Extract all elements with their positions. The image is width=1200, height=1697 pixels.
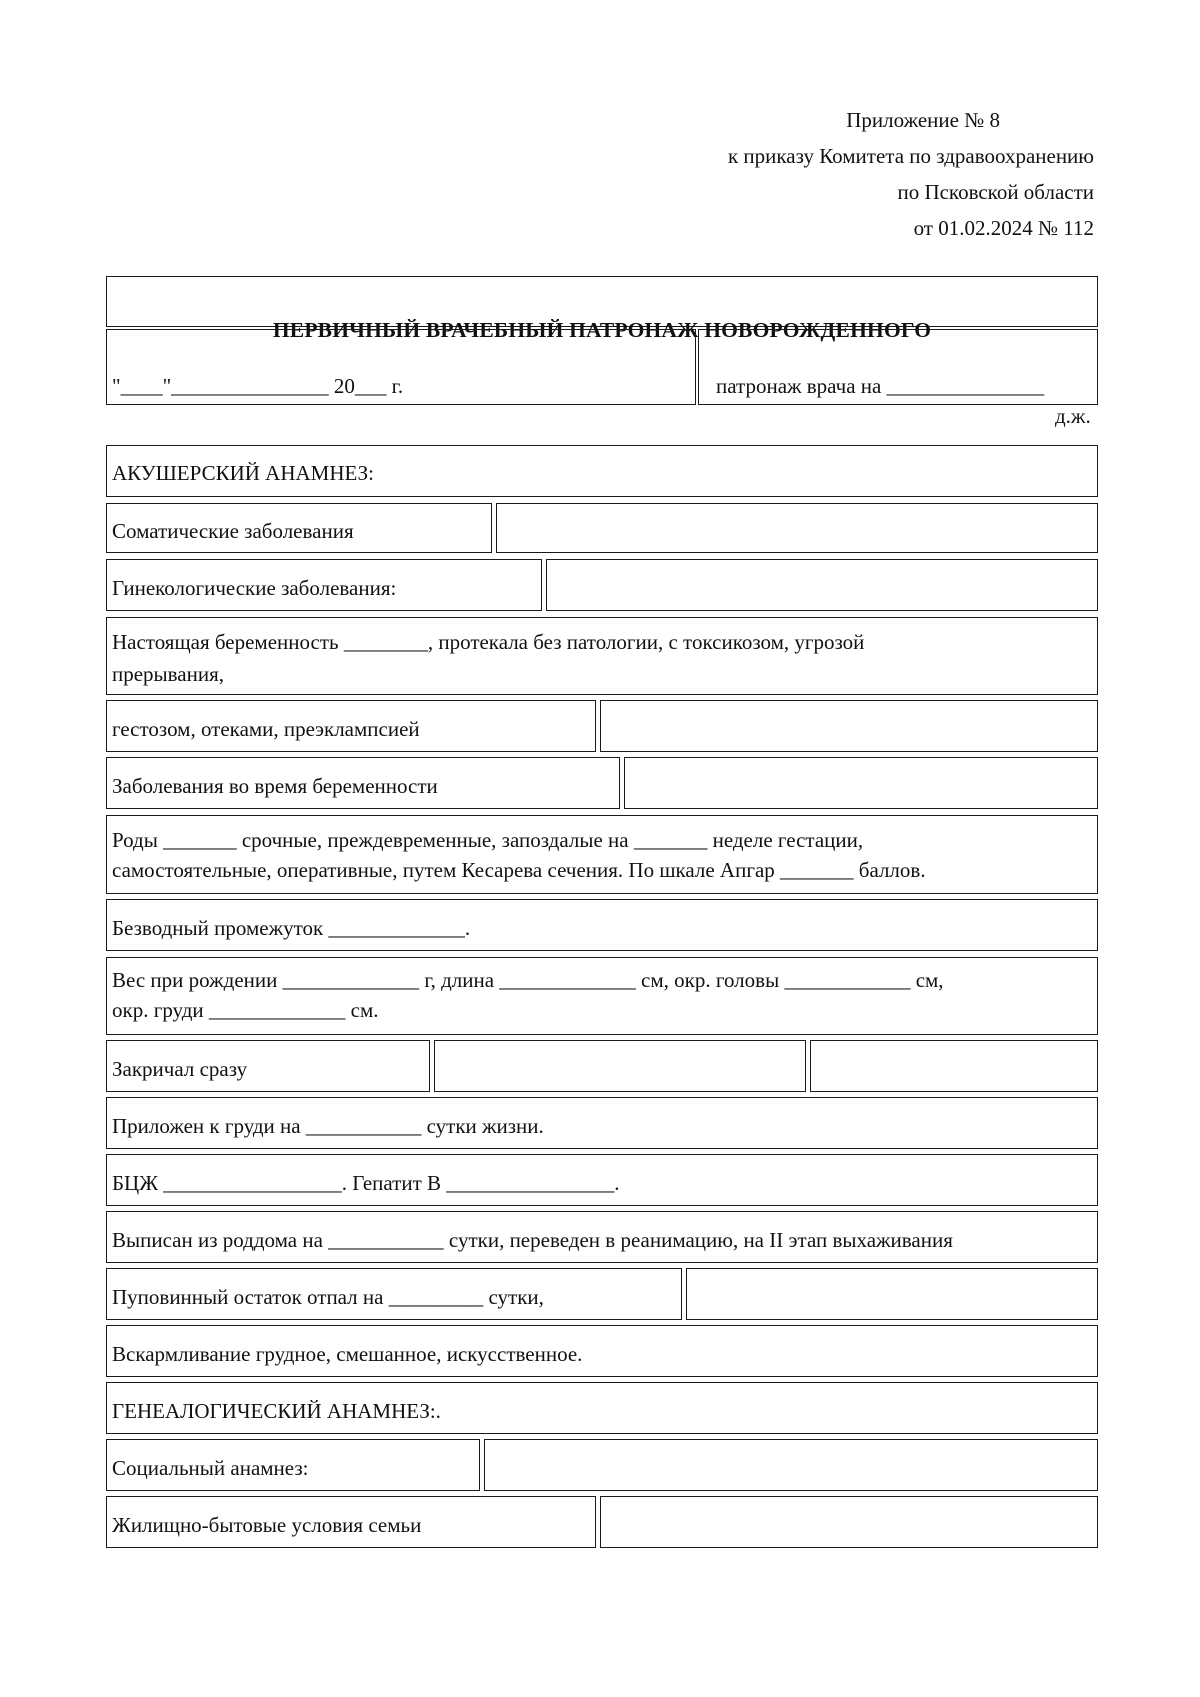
pregnancy-line-2: прерывания, <box>112 662 225 686</box>
gestosis-value-cell <box>600 700 1098 752</box>
living-label: Жилищно-бытовые условия семьи <box>112 1513 422 1537</box>
region-line: по Псковской области <box>897 180 1094 204</box>
feeding-label: Вскармливание грудное, смешанное, искусственное. <box>112 1342 583 1366</box>
umbilical-value-cell <box>686 1268 1098 1320</box>
visit-unit: д.ж. <box>1055 404 1091 428</box>
breast-label: Приложен к груди на ___________ сутки жизни. <box>112 1114 544 1138</box>
somatic-label: Соматические заболевания <box>112 519 354 543</box>
birth-line-2: самостоятельные, оперативные, путем Кесарева сечения. По шкале Апгар _______ баллов. <box>112 858 926 882</box>
visit-line: патронаж врача на _______________ <box>716 374 1045 398</box>
cried-label: Закричал сразу <box>112 1057 248 1081</box>
living-value-cell <box>600 1496 1098 1548</box>
form-title: ПЕРВИЧНЫЙ ВРАЧЕБНЫЙ ПАТРОНАЖ НОВОРОЖДЕННОГО <box>272 318 932 342</box>
somatic-value-cell <box>496 503 1098 553</box>
obstetric-heading: АКУШЕРСКИЙ АНАМНЕЗ: <box>112 461 374 485</box>
pregnancy-diseases-value-cell <box>624 757 1098 809</box>
order-date-number: от 01.02.2024 № 112 <box>913 216 1094 240</box>
pregnancy-diseases-label: Заболевания во время беременности <box>112 774 438 798</box>
gynecologic-value-cell <box>546 559 1098 611</box>
umbilical-label: Пуповинный остаток отпал на _________ сутки, <box>112 1285 544 1309</box>
anhydrous-label: Безводный промежуток _____________. <box>112 916 471 940</box>
gynecologic-label: Гинекологические заболевания: <box>112 576 397 600</box>
genealogy-heading: ГЕНЕАЛОГИЧЕСКИЙ АНАМНЕЗ:. <box>112 1399 441 1423</box>
discharge-label: Выписан из роддома на ___________ сутки, переведен в реанимацию, на II этап выхаживания <box>112 1228 953 1252</box>
cried-value-cell-1 <box>434 1040 806 1092</box>
appendix-number: Приложение № 8 <box>846 108 1000 132</box>
measurements-line-1: Вес при рождении _____________ г, длина _____________ см, окр. головы ____________ см, <box>112 968 944 992</box>
pregnancy-line-1: Настоящая беременность ________, протекала без патологии, с токсикозом, угрозой <box>112 630 865 654</box>
vaccines-label: БЦЖ _________________. Гепатит В ________________. <box>112 1171 620 1195</box>
social-value-cell <box>484 1439 1098 1491</box>
social-label: Социальный анамнез: <box>112 1456 309 1480</box>
birth-line-1: Роды _______ срочные, преждевременные, запоздалые на _______ неделе гестации, <box>112 828 864 852</box>
date-line: "____"_______________ 20___ г. <box>112 374 404 398</box>
cried-value-cell-2 <box>810 1040 1098 1092</box>
gestosis-label: гестозом, отеками, преэклампсией <box>112 717 420 741</box>
measurements-line-2: окр. груди _____________ см. <box>112 998 379 1022</box>
order-reference: к приказу Комитета по здравоохранению <box>727 144 1094 168</box>
